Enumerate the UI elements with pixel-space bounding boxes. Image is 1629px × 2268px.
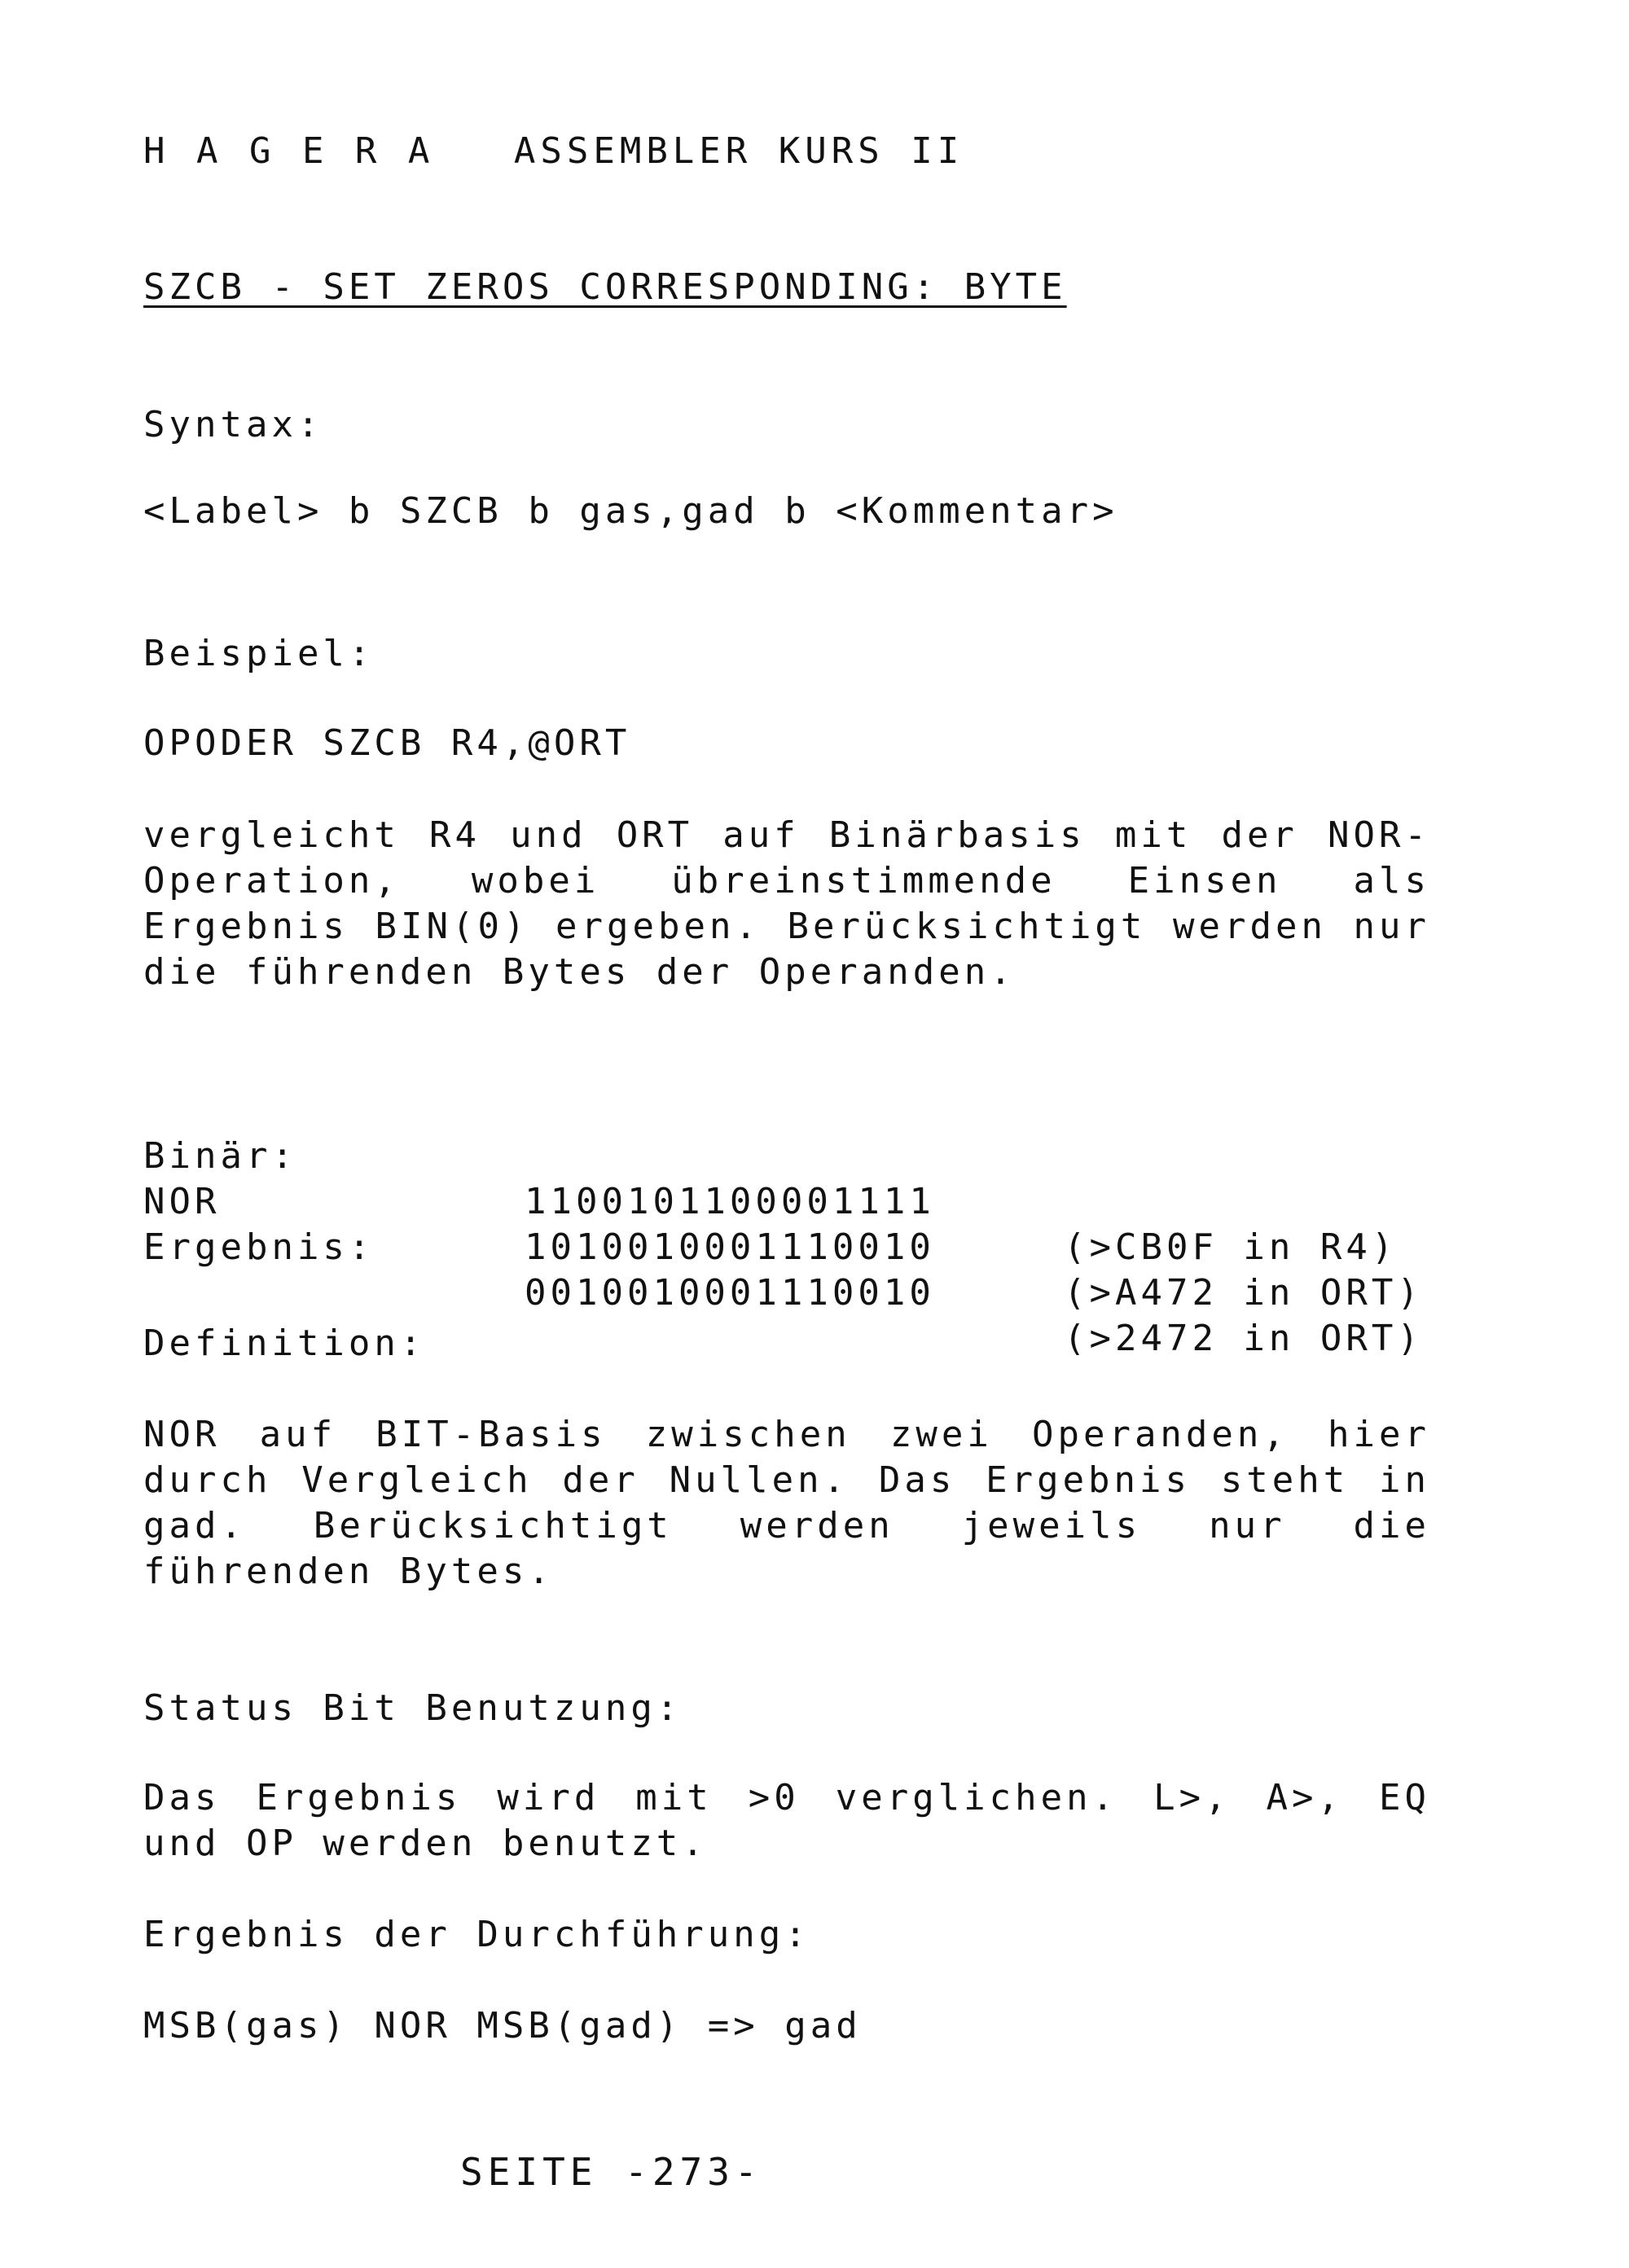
row-note: (>2472 in ORT) bbox=[1064, 1318, 1423, 1359]
row-label: Binär: bbox=[143, 1135, 297, 1177]
row-note: (>CB0F in R4) bbox=[1064, 1226, 1398, 1268]
execution-text: MSB(gas) NOR MSB(gad) => gad bbox=[143, 2005, 862, 2046]
definition-label: Definition: bbox=[143, 1323, 426, 1364]
row-note: (>A472 in ORT) bbox=[1064, 1272, 1423, 1314]
status-text: Das Ergebnis wird mit >0 verglichen. L>, A>, EQ und OP werden benutzt. bbox=[143, 1777, 1430, 1864]
row-bits: 1010010001110010 bbox=[525, 1226, 935, 1268]
syntax-label: Syntax: bbox=[143, 404, 323, 445]
row-label: Ergebnis: bbox=[143, 1226, 375, 1268]
status-label: Status Bit Benutzung: bbox=[143, 1687, 683, 1729]
row-bits: 1100101100001111 bbox=[525, 1181, 935, 1222]
page-number: SEITE -273- bbox=[460, 2150, 762, 2194]
row-label: NOR bbox=[143, 1181, 221, 1222]
example-code: OPODER SZCB R4,@ORT bbox=[143, 722, 631, 764]
example-label: Beispiel: bbox=[143, 633, 375, 674]
example-description: vergleicht R4 und ORT auf Binärbasis mit der NOR-Operation, wobei übreinstimmende Einsen als Ergebnis BIN(0) ergeben. Berücksichtigt werden nur die führenden Bytes der Operanden. bbox=[143, 814, 1430, 993]
execution-label: Ergebnis der Durchführung: bbox=[143, 1914, 810, 1955]
section-heading: SZCB - SET ZEROS CORRESPONDING: BYTE bbox=[143, 266, 1067, 308]
definition-text: NOR auf BIT-Basis zwischen zwei Operanden, hier durch Vergleich der Nullen. Das Ergebnis steht in gad. Berücksichtigt werden jeweils nur die führenden Bytes. bbox=[143, 1414, 1430, 1592]
page-title: H A G E R A ASSEMBLER KURS II bbox=[143, 130, 964, 172]
syntax-line: <Label> b SZCB b gas,gad b <Kommentar> bbox=[143, 490, 1118, 532]
row-bits: 0010010001110010 bbox=[525, 1272, 935, 1314]
